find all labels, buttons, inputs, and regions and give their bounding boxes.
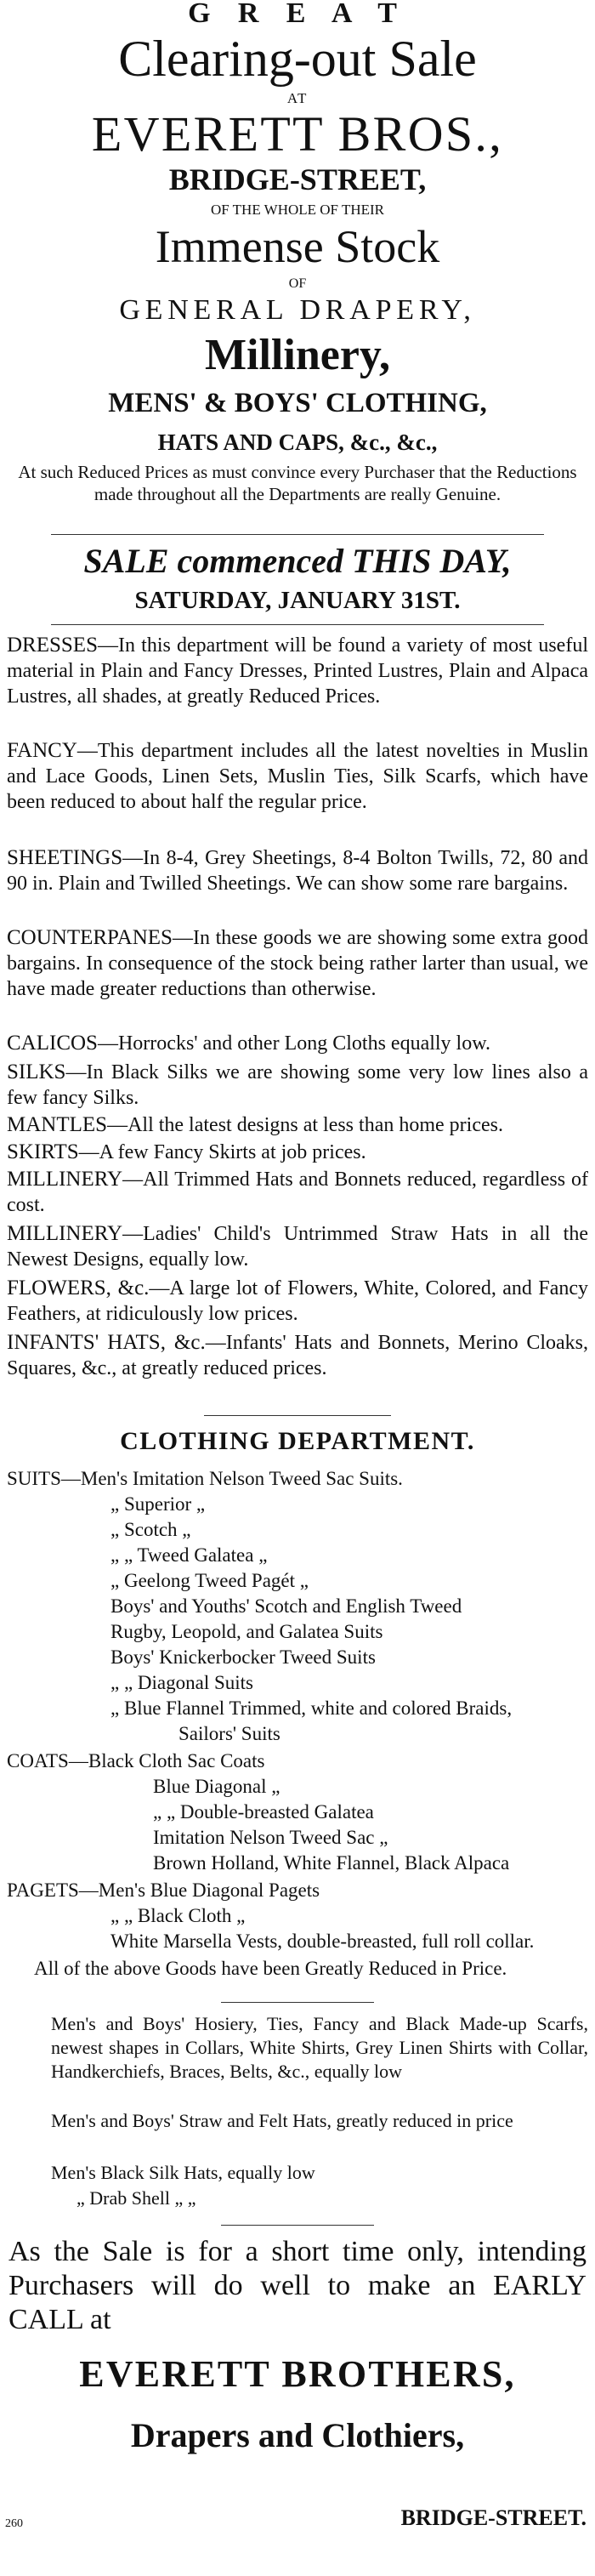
- clothing-line: Sailors' Suits: [178, 1723, 280, 1744]
- at-label: AT: [286, 90, 309, 106]
- clothing-line: PAGETS—Men's Blue Diagonal Pagets: [7, 1879, 320, 1901]
- closing-firm: EVERETT BROTHERS,: [79, 2353, 516, 2395]
- misc-straw-hats: Men's and Boys' Straw and Felt Hats, greatly reduced in price: [51, 2110, 513, 2131]
- rule-3: [204, 1415, 391, 1416]
- item-counterpanes: COUNTERPANES—In these goods we are showing some extra good bargains. In consequence of the stock being rather larter than usual, we have made greater reductions than otherwise.: [7, 926, 588, 1000]
- clothing-line: Boys' and Youths' Scotch and English Tweed: [110, 1595, 462, 1617]
- clothing-line: „ Scotch „: [110, 1519, 191, 1540]
- item-dresses: DRESSES—In this department will be found a variety of most useful material in Plain and Fancy Dresses, Printed Lustres, Plain and Alpaca Lustres, all shades, at greatly Reduced Prices.: [7, 634, 588, 708]
- rule-1: [51, 534, 544, 535]
- clothing-line: Blue Diagonal „: [153, 1776, 280, 1797]
- clothing-line: White Marsella Vests, double-breasted, full roll collar.: [110, 1931, 535, 1952]
- misc-hosiery: Men's and Boys' Hosiery, Ties, Fancy and Black Made-up Scarfs, newest shapes in Collars, White Shirts, Grey Linen Shirts with Collar, Handkerchiefs, Braces, Belts, &c., equally low: [51, 2013, 588, 2082]
- closing-call: As the Sale is for a short time only, intending Purchasers will do well to make an EARLY CALL at: [8, 2236, 586, 2335]
- clothing-line: „ Superior „: [110, 1493, 206, 1515]
- item-fancy: FANCY—This department includes all the latest novelties in Muslin and Lace Goods, Linen Sets, Muslin Ties, Silk Scarfs, which have been reduced to about half the regular price.: [7, 739, 588, 813]
- intro-text: At such Reduced Prices as must convince every Purchaser that the Reductions made throughout all the Departments are really Genuine.: [18, 462, 577, 504]
- misc-drab-shell: „ Drab Shell „ „: [76, 2187, 196, 2209]
- ad-number: 260: [5, 2517, 23, 2530]
- hats-heading: HATS AND CAPS, &c., &c.,: [157, 429, 438, 455]
- misc-silk-hats: Men's Black Silk Hats, equally low: [51, 2162, 315, 2183]
- clothing-line: SUITS—Men's Imitation Nelson Tweed Sac Suits.: [7, 1468, 403, 1489]
- sale-date: SATURDAY, JANUARY 31ST.: [134, 587, 461, 614]
- item-skirts: SKIRTS—A few Fancy Skirts at job prices.: [7, 1140, 366, 1163]
- item-silks: SILKS—In Black Silks we are showing some very low lines also a few fancy Silks.: [7, 1061, 588, 1109]
- immense-stock: Immense Stock: [155, 221, 440, 272]
- clothing-line: Imitation Nelson Tweed Sac „: [153, 1827, 388, 1848]
- item-flowers: FLOWERS, &c.—A large lot of Flowers, White, Colored, and Fancy Feathers, at ridiculously low prices.: [7, 1277, 589, 1325]
- clothing-line: „ „ Double-breasted Galatea: [153, 1801, 374, 1823]
- clothing-line: „ „ Diagonal Suits: [110, 1672, 253, 1693]
- item-millinery-untrimmed: MILLINERY—Ladies' Child's Untrimmed Straw Hats in all the Newest Designs, equally low.: [7, 1222, 588, 1271]
- item-mantles: MANTLES—All the latest designs at less than home prices.: [7, 1113, 503, 1136]
- millinery-heading: Millinery,: [204, 331, 391, 379]
- clothing-department-heading: CLOTHING DEPARTMENT.: [120, 1427, 475, 1455]
- of-label: OF: [288, 276, 307, 291]
- item-sheetings: SHEETINGS—In 8-4, Grey Sheetings, 8-4 Bolton Twills, 72, 80 and 90 in. Plain and Twilled Sheetings. We can show some rare bargains.: [7, 846, 588, 895]
- street-name: BRIDGE-STREET,: [168, 162, 427, 196]
- clothing-line: Boys' Knickerbocker Tweed Suits: [110, 1646, 376, 1668]
- rule-5: [221, 2225, 374, 2226]
- clothing-heading-top: MENS' & BOYS' CLOTHING,: [108, 388, 487, 418]
- rule-4: [221, 2002, 374, 2003]
- clothing-line: „ „ Tweed Galatea „: [110, 1544, 268, 1566]
- clothing-line: „ Geelong Tweed Pagét „: [110, 1570, 309, 1591]
- sale-title: Clearing-out Sale: [118, 31, 477, 87]
- whole-label: OF THE WHOLE OF THEIR: [211, 202, 384, 218]
- closing-street: BRIDGE-STREET.: [400, 2505, 586, 2530]
- clothing-line: „ „ Black Cloth „: [110, 1905, 246, 1926]
- sale-commenced: SALE commenced THIS DAY,: [83, 542, 512, 580]
- general-drapery: GENERAL DRAPERY,: [119, 294, 476, 326]
- clothing-line: All of the above Goods have been Greatly Reduced in Price.: [34, 1958, 507, 1979]
- rule-2: [51, 624, 544, 625]
- clothing-line: COATS—Black Cloth Sac Coats: [7, 1750, 265, 1771]
- clothing-line: Rugby, Leopold, and Galatea Suits: [110, 1621, 383, 1642]
- clothing-line: „ Blue Flannel Trimmed, white and colored Braids,: [110, 1697, 513, 1719]
- item-calicos: CALICOS—Horrocks' and other Long Cloths equally low.: [7, 1032, 490, 1055]
- item-infants-hats: INFANTS' HATS, &c.—Infants' Hats and Bonnets, Merino Cloaks, Squares, &c., at greatly reduced prices.: [7, 1331, 588, 1379]
- great-heading: G R E A T: [188, 0, 407, 29]
- clothing-line: Brown Holland, White Flannel, Black Alpaca: [153, 1852, 510, 1874]
- firm-name: EVERETT BROS.,: [91, 106, 504, 162]
- closing-trade: Drapers and Clothiers,: [130, 2416, 465, 2454]
- item-millinery-trimmed: MILLINERY—All Trimmed Hats and Bonnets reduced, regardless of cost.: [7, 1168, 588, 1216]
